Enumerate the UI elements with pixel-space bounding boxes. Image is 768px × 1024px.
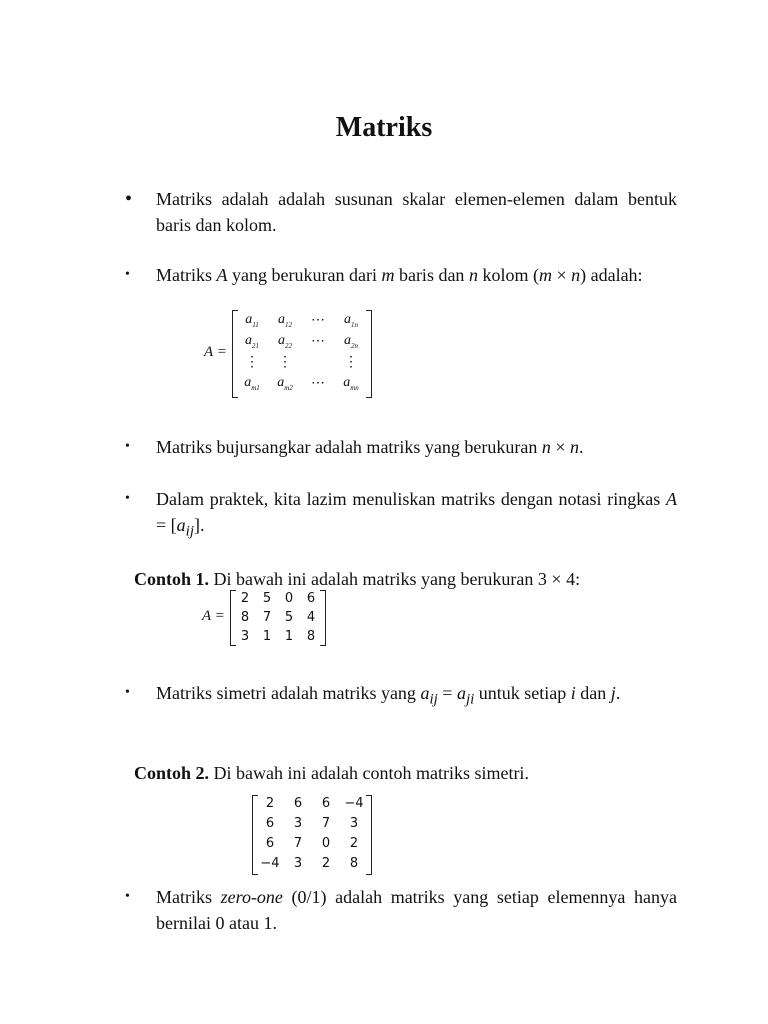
- bullet-icon: •: [125, 491, 130, 506]
- matrix-cell: 5: [262, 591, 272, 606]
- matrix-cell: 2: [349, 836, 359, 851]
- matrix-lhs: A =: [204, 344, 227, 360]
- matrix-cell: $a_{22}$: [278, 333, 292, 350]
- bullet-icon: •: [125, 889, 130, 904]
- matrix-cell: −4: [344, 796, 364, 811]
- example-2-matrix: [252, 795, 372, 875]
- matrix-cell: −4: [260, 856, 280, 871]
- matrix-cell: ⋮: [344, 355, 358, 370]
- matrix-cell: 6: [265, 816, 275, 831]
- bullet-square-matrix: [125, 434, 677, 460]
- matrix-cell: 4: [306, 610, 316, 625]
- matrix-cell: 2: [321, 856, 331, 871]
- bullet-text: Matriks A yang berukuran dari m baris dan n kolom (m × n) adalah:: [156, 265, 643, 285]
- matrix-cell: 7: [262, 610, 272, 625]
- bullet-matrix-size: [125, 262, 677, 288]
- bullet-matrix-definition: [125, 186, 677, 238]
- matrix-cell: 3: [293, 856, 303, 871]
- matrix-cell: $a_{m2}$: [277, 375, 293, 392]
- matrix-cell: 6: [293, 796, 303, 811]
- matrix-cell: $a_{1n}$: [344, 312, 358, 329]
- example-2-caption: Contoh 2. Di bawah ini adalah contoh matriks simetri.: [134, 763, 529, 783]
- matrix-cell: 8: [306, 629, 316, 644]
- matrix-cell: $a_{21}$: [245, 333, 259, 350]
- bullet-zero-one: [125, 884, 677, 936]
- matrix-cell: $a_{2n}$: [344, 333, 358, 350]
- bullet-icon: •: [125, 188, 133, 210]
- matrix-cell: ⋯: [311, 313, 325, 328]
- matrix-cell: $a_{11}$: [245, 312, 259, 329]
- matrix-cell: 5: [284, 610, 294, 625]
- matrix-cell: ⋯: [311, 334, 325, 349]
- matrix-cell: 2: [265, 796, 275, 811]
- matrix-cell: $a_{mn}$: [343, 375, 359, 392]
- matrix-lhs: A =: [202, 608, 225, 624]
- matrix-cell: 3: [349, 816, 359, 831]
- matrix-cell: 6: [321, 796, 331, 811]
- bullet-text: Dalam praktek, kita lazim menuliskan matriks dengan notasi ringkas $A = [a_{ij}]$.: [156, 489, 677, 540]
- bullet-icon: •: [125, 267, 130, 282]
- page-title: Matriks: [335, 112, 433, 143]
- bullet-symmetric: [125, 680, 677, 713]
- bullet-icon: •: [125, 685, 130, 700]
- general-matrix: [204, 310, 372, 398]
- matrix-cell: $a_{m1}$: [244, 375, 260, 392]
- matrix-cell: 8: [240, 610, 250, 625]
- matrix-cell: ⋯: [311, 376, 325, 391]
- matrix-cell: 0: [284, 591, 294, 606]
- matrix-cell: 7: [293, 836, 303, 851]
- matrix-cell: 2: [240, 591, 250, 606]
- matrix-cell: 7: [321, 816, 331, 831]
- example-1-caption: Contoh 1. Di bawah ini adalah matriks yang berukuran 3 × 4:: [134, 569, 581, 589]
- matrix-cell: 3: [240, 629, 250, 644]
- bullet-text: Matriks adalah adalah susunan skalar elemen-elemen dalam bentuk baris dan kolom.: [156, 189, 677, 235]
- matrix-cell: 3: [293, 816, 303, 831]
- matrix-cell: 0: [321, 836, 331, 851]
- matrix-cell: 6: [306, 591, 316, 606]
- matrix-cell: 1: [262, 629, 272, 644]
- bullet-icon: •: [125, 439, 130, 454]
- matrix-cell: $a_{12}$: [278, 312, 292, 329]
- bullet-notation: [125, 486, 677, 545]
- bullet-text: Matriks zero-one (0/1) adalah matriks yang setiap elemennya hanya bernilai 0 atau 1.: [156, 887, 677, 933]
- matrix-cell: ⋮: [278, 355, 292, 370]
- matrix-cell: ⋮: [245, 355, 259, 370]
- bullet-text: Matriks simetri adalah matriks yang $a_{ij} = a_{ji}$ untuk setiap i dan j.: [156, 683, 621, 708]
- bullet-text: Matriks bujursangkar adalah matriks yang berukuran n × n.: [156, 437, 584, 457]
- matrix-cell: 1: [284, 629, 294, 644]
- matrix-cell: 6: [265, 836, 275, 851]
- matrix-cell: 8: [349, 856, 359, 871]
- example-1-matrix: [202, 590, 326, 646]
